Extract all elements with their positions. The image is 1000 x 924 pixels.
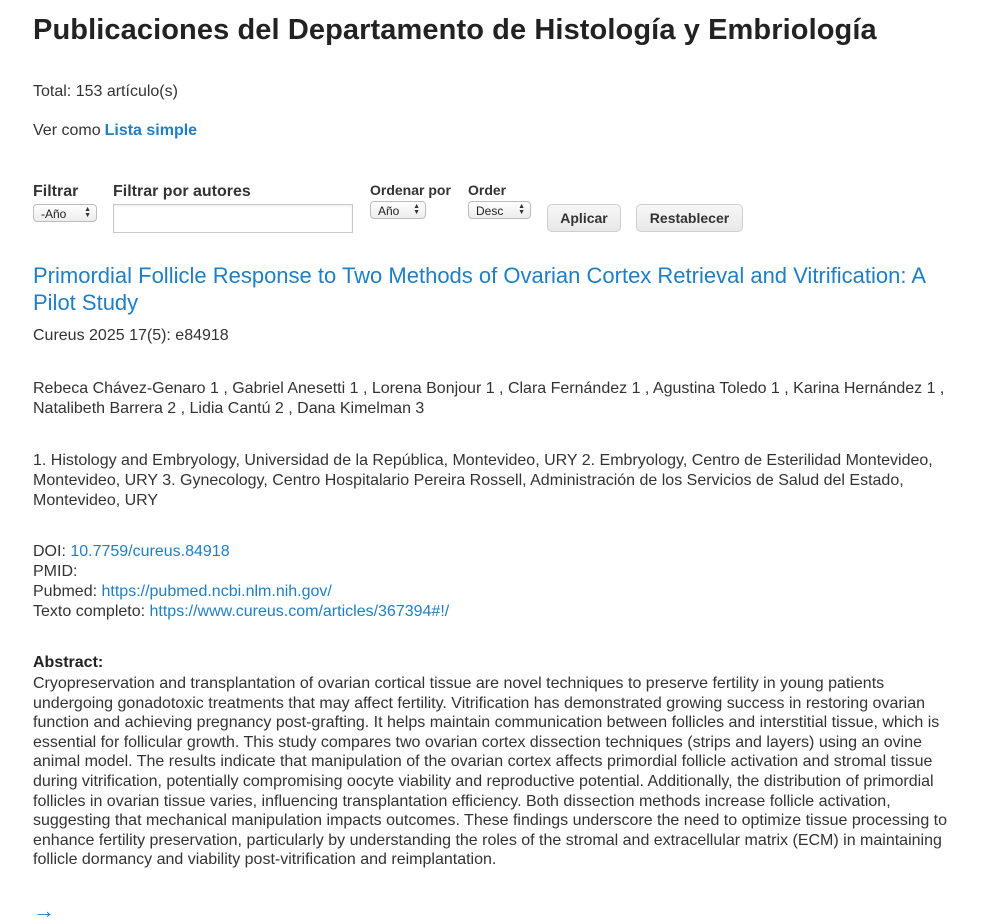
fulltext-row bbox=[33, 602, 963, 622]
select-arrows-icon: ▲ ▼ bbox=[413, 203, 420, 216]
total-count: Total: 153 artículo(s) bbox=[33, 83, 178, 100]
order-by-select-value: Año bbox=[378, 204, 400, 218]
pubmed-row bbox=[33, 582, 963, 602]
order-by-label: Ordenar por bbox=[370, 182, 451, 198]
order-label: Order bbox=[468, 182, 507, 198]
fulltext-link[interactable]: https://www.cureus.com/articles/367394#!/ bbox=[149, 603, 450, 620]
article-title-link[interactable]: Primordial Follicle Response to Two Methods of Ovarian Cortex Retrieval and Vitrification: A Pilot Study bbox=[33, 263, 925, 315]
doi-label: DOI: bbox=[33, 543, 66, 560]
abstract-heading: Abstract: bbox=[33, 654, 104, 671]
article-identifiers bbox=[33, 542, 963, 622]
journal-citation: Cureus 2025 17(5): e84918 bbox=[33, 327, 229, 344]
author-list: Rebeca Chávez-Genaro 1 , Gabriel Anesetti 1 , Lorena Bonjour 1 , Clara Fernández 1 , Agustina Toledo 1 , Karina Hernández 1 , Natalibeth Barrera 2 , Lidia Cantú 2 , Dana Kimelman 3 bbox=[33, 380, 945, 417]
next-arrow-icon[interactable]: → bbox=[33, 898, 55, 923]
affiliation-list: 1. Histology and Embryology, Universidad de la República, Montevideo, URY 2. Embryology, Centro de Esterilidad Montevideo, Montevideo, URY 3. Gynecology, Centro Hospitalario Pereira Rossell, Administración de los Servicios de Salud del Estado, Montevideo, URY bbox=[33, 452, 933, 509]
order-select-value: Desc bbox=[476, 204, 504, 218]
select-arrows-icon: ▲ ▼ bbox=[84, 206, 91, 219]
pmid-label: PMID: bbox=[33, 563, 78, 580]
order-select[interactable] bbox=[468, 201, 531, 219]
authors-filter-input[interactable] bbox=[113, 204, 353, 233]
simple-list-link[interactable]: Lista simple bbox=[104, 122, 198, 139]
pubmed-label: Pubmed: bbox=[33, 583, 98, 600]
view-as-label: Ver como bbox=[33, 122, 101, 139]
apply-button[interactable]: Aplicar bbox=[547, 204, 621, 232]
page-title: Publicaciones del Departamento de Histología y Embriología bbox=[33, 14, 877, 46]
fulltext-label: Texto completo: bbox=[33, 603, 146, 620]
view-as-row bbox=[33, 122, 197, 140]
year-select-value: -Año bbox=[41, 207, 67, 221]
select-arrows-icon: ▲ ▼ bbox=[518, 203, 525, 216]
reset-button[interactable]: Restablecer bbox=[636, 204, 743, 232]
order-by-select[interactable] bbox=[370, 201, 426, 219]
pmid-row bbox=[33, 562, 963, 582]
authors-filter-label: Filtrar por autores bbox=[113, 183, 251, 200]
filter-label: Filtrar bbox=[33, 183, 79, 200]
year-select[interactable] bbox=[33, 204, 97, 222]
doi-link[interactable]: 10.7759/cureus.84918 bbox=[70, 543, 230, 560]
pubmed-link[interactable]: https://pubmed.ncbi.nlm.nih.gov/ bbox=[101, 583, 332, 600]
abstract-text: Cryopreservation and transplantation of ovarian cortical tissue are novel techniques to preserve fertility in young patients undergoing gonadotoxic treatments that may affect fertility. Vitrification has demonstrated growing success in restoring ovarian function and achieving pregnancy post-grafting. It helps maintain communication between follicles and interstitial tissue, which is essential for follicular growth. This study compares two ovarian cortex dissection techniques (strips and layers) using an ovine animal model. The results indicate that manipulation of the ovarian cortex affects primordial follicle activation and stromal tissue during vitrification, potentially compromising oocyte viability and reproductive potential. Additionally, the distribution of primordial follicles in ovarian tissue varies, influencing transplantation efficiency. Both dissection methods increase follicle activation, suggesting that mechanical manipulation impacts outcomes. These findings underscore the need to optimize tissue processing to enhance fertility preservation, particularly by understanding the roles of the stromal and extracellular matrix (ECM) in maintaining follicle dormancy and viability post-vitrification and reimplantation. bbox=[33, 675, 947, 869]
doi-row bbox=[33, 542, 963, 562]
